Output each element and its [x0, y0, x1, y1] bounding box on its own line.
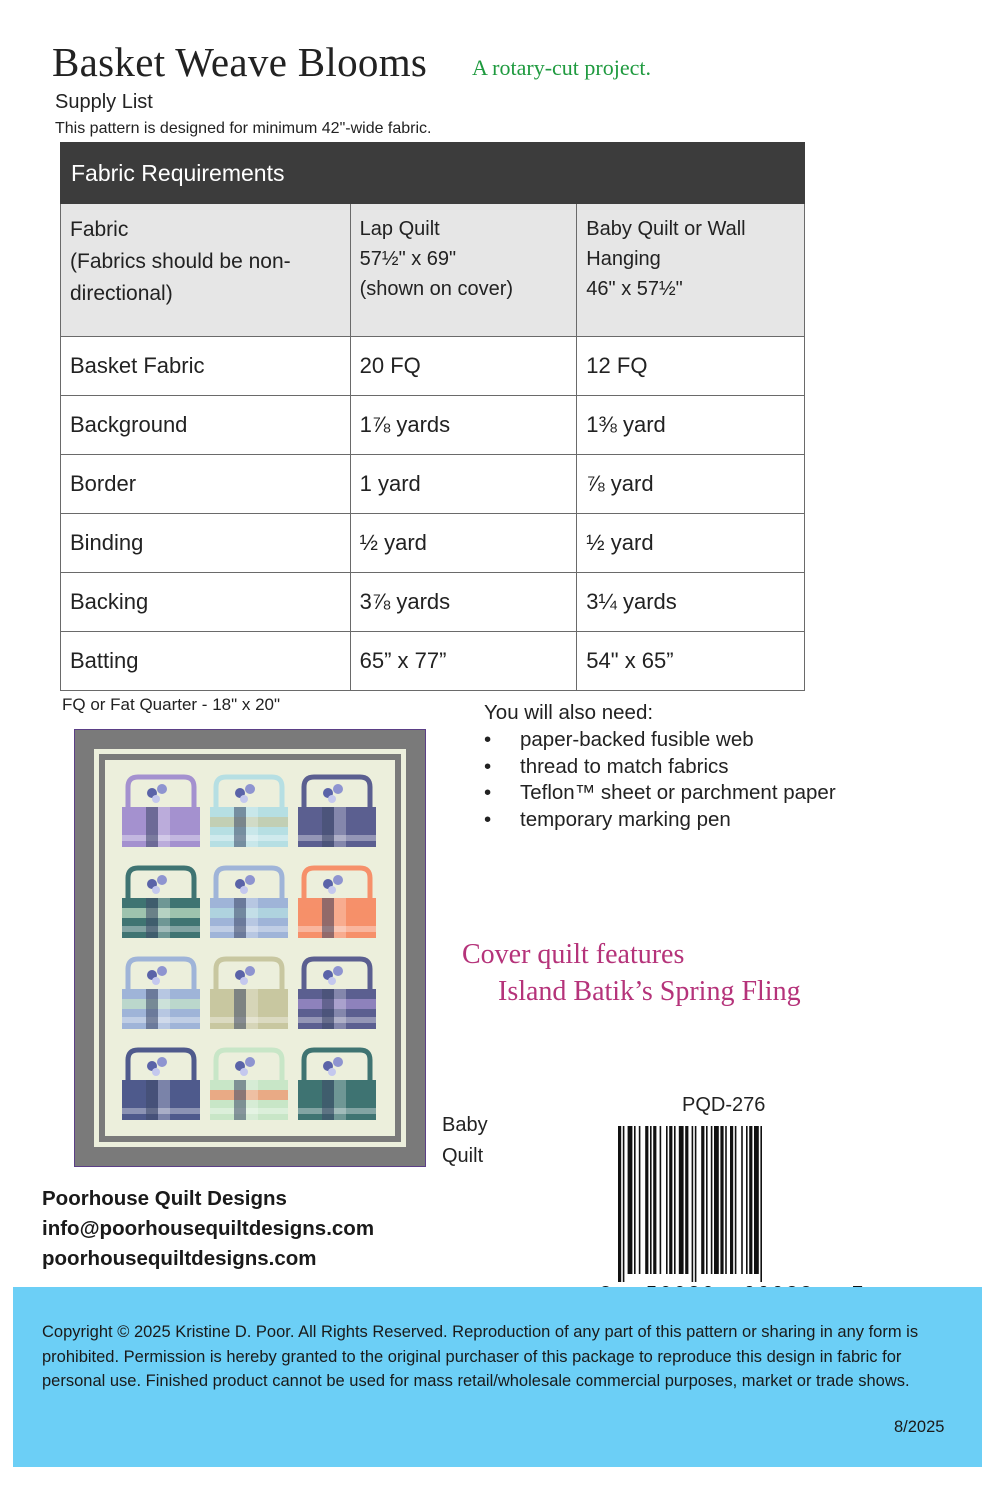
basket-check — [334, 1080, 346, 1120]
barcode-bar — [666, 1126, 668, 1274]
lap-quantity: 1 yard — [350, 455, 577, 514]
flower — [245, 784, 255, 794]
flower — [245, 966, 255, 976]
flower — [240, 886, 248, 894]
flower — [328, 886, 336, 894]
flower — [245, 875, 255, 885]
barcode-bar — [754, 1126, 759, 1274]
barcode-bar — [623, 1126, 625, 1282]
basket-check — [234, 1080, 246, 1120]
also-need-heading: You will also need: — [484, 701, 654, 724]
basket-check — [158, 989, 170, 1029]
flower — [152, 1068, 160, 1076]
basket-check — [158, 898, 170, 938]
basket-check — [234, 898, 246, 938]
column-header-lap-quilt: Lap Quilt 57½" x 69" (shown on cover) — [350, 204, 577, 337]
lap-quantity: 1⅞ yards — [350, 396, 577, 455]
barcode-bar — [749, 1126, 752, 1274]
barcode-bar — [706, 1126, 708, 1274]
barcode-bar — [711, 1126, 713, 1274]
baby-quantity: ½ yard — [577, 514, 805, 573]
barcode-bar — [674, 1126, 676, 1274]
barcode-bar — [679, 1126, 684, 1274]
flower — [240, 977, 248, 985]
basket-check — [322, 898, 334, 938]
list-item: • Teflon™ sheet or parchment paper — [484, 780, 844, 807]
flower — [157, 966, 167, 976]
barcode-bar — [730, 1126, 733, 1274]
table-row — [61, 632, 805, 691]
company-email[interactable]: info@poorhousequiltdesigns.com — [42, 1217, 375, 1240]
flower — [328, 795, 336, 803]
flower — [328, 1068, 336, 1076]
fabric-requirements-table — [60, 142, 805, 691]
cover-note-line1: Cover quilt features — [462, 939, 685, 970]
bullet: • — [484, 754, 492, 778]
pattern-subtitle: A rotary-cut project. — [472, 55, 651, 80]
basket-check — [146, 898, 158, 938]
supply-list-heading: Supply List — [55, 91, 153, 113]
bullet: • — [484, 807, 492, 831]
flower — [333, 1057, 343, 1067]
barcode-bar — [618, 1126, 621, 1282]
cover-note-line2: Island Batik’s Spring Fling — [498, 976, 801, 1007]
company-info — [42, 1184, 374, 1274]
barcode-bar — [725, 1126, 727, 1274]
table-row — [61, 396, 805, 455]
company-name: Poorhouse Quilt Designs — [42, 1187, 287, 1210]
barcode-bar — [650, 1126, 652, 1274]
basket-check — [146, 807, 158, 847]
upc-barcode — [596, 1122, 866, 1307]
baby-quilt-label: Baby Quilt — [442, 1114, 488, 1167]
fabric-name: Basket Fabric — [61, 337, 351, 396]
barcode-bar — [692, 1126, 694, 1282]
bullet: • — [484, 728, 492, 751]
table-heading: Fabric Requirements — [61, 143, 805, 204]
flower — [240, 1068, 248, 1076]
bullet: • — [484, 781, 492, 804]
barcode-bar — [653, 1126, 656, 1274]
basket-check — [334, 989, 346, 1029]
baby-quilt-illustration — [74, 729, 426, 1167]
basket-check — [246, 807, 258, 847]
barcode-bar — [685, 1126, 688, 1274]
column-header-fabric: Fabric (Fabrics should be non- directional) — [61, 204, 351, 337]
baby-quantity: ⅞ yard — [577, 455, 805, 514]
column-header-baby-quilt: Baby Quilt or Wall Hanging 46" x 57½" — [577, 204, 805, 337]
barcode-bar — [660, 1126, 662, 1274]
basket-check — [158, 807, 170, 847]
basket-check — [322, 807, 334, 847]
flower — [152, 886, 160, 894]
fat-quarter-note: FQ or Fat Quarter - 18" x 20" — [62, 695, 281, 714]
supplies-list — [484, 727, 844, 833]
fabric-name: Border — [61, 455, 351, 514]
fabric-name: Binding — [61, 514, 351, 573]
lap-quantity: ½ yard — [350, 514, 577, 573]
basket-check — [246, 1080, 258, 1120]
table-row — [61, 573, 805, 632]
flower — [240, 795, 248, 803]
barcode-bar — [714, 1126, 719, 1274]
list-item: • temporary marking pen — [484, 807, 844, 834]
fabric-name: Backing — [61, 573, 351, 632]
flower — [157, 784, 167, 794]
copyright-text: Copyright © 2025 Kristine D. Poor. All Rights Reserved. Reproduction of any part of this pattern or sharing in any form is prohibited. Permission is hereby granted to the original purchaser of this package to reproduce this design in fabric for personal use. Finished product cannot be used for mass retail/wholesale commercial purposes, market or trade shows. — [42, 1323, 919, 1390]
flower — [157, 875, 167, 885]
basket-check — [234, 807, 246, 847]
barcode-bar — [634, 1126, 636, 1274]
fabric-name: Background — [61, 396, 351, 455]
publication-date: 8/2025 — [894, 1418, 945, 1436]
flower — [152, 977, 160, 985]
flower — [333, 966, 343, 976]
barcode-bar — [669, 1126, 672, 1274]
fabric-name: Batting — [61, 632, 351, 691]
baby-quantity: 54" x 65” — [577, 632, 805, 691]
barcode-bar — [760, 1126, 762, 1282]
baby-quantity: 12 FQ — [577, 337, 805, 396]
basket-check — [146, 1080, 158, 1120]
table-row — [61, 514, 805, 573]
flower — [333, 875, 343, 885]
flower — [152, 795, 160, 803]
basket-check — [234, 989, 246, 1029]
basket-check — [334, 807, 346, 847]
company-website[interactable]: poorhousequiltdesigns.com — [42, 1247, 317, 1270]
lap-quantity: 20 FQ — [350, 337, 577, 396]
table-row — [61, 337, 805, 396]
basket-check — [246, 898, 258, 938]
product-code: PQD-276 — [682, 1094, 766, 1116]
barcode-bar — [701, 1126, 704, 1274]
column-header-row — [61, 204, 805, 337]
pattern-title: Basket Weave Blooms — [52, 39, 428, 85]
basket-check — [334, 898, 346, 938]
basket-check — [146, 989, 158, 1029]
barcode-bar — [735, 1126, 737, 1274]
baby-quantity: 3¼ yards — [577, 573, 805, 632]
barcode-bar — [695, 1126, 697, 1282]
lap-quantity: 3⅞ yards — [350, 573, 577, 632]
flower — [333, 784, 343, 794]
barcode-bar — [639, 1126, 641, 1274]
baby-quantity: 1⅜ yard — [577, 396, 805, 455]
basket-check — [158, 1080, 170, 1120]
basket-check — [246, 989, 258, 1029]
flower — [328, 977, 336, 985]
barcode-bar — [645, 1126, 648, 1274]
basket-check — [322, 1080, 334, 1120]
barcode-bar — [746, 1126, 748, 1274]
flower — [157, 1057, 167, 1067]
barcode-bar — [720, 1126, 723, 1274]
fabric-width-note: This pattern is designed for minimum 42"-wide fabric. — [55, 120, 432, 137]
barcode-bar — [741, 1126, 743, 1274]
basket-check — [322, 989, 334, 1029]
lap-quantity: 65” x 77” — [350, 632, 577, 691]
table-row — [61, 455, 805, 514]
flower — [245, 1057, 255, 1067]
list-item: • thread to match fabrics — [484, 754, 844, 781]
barcode-bars — [618, 1126, 762, 1282]
list-item: • paper-backed fusible web — [484, 727, 844, 754]
barcode-bar — [628, 1126, 633, 1274]
